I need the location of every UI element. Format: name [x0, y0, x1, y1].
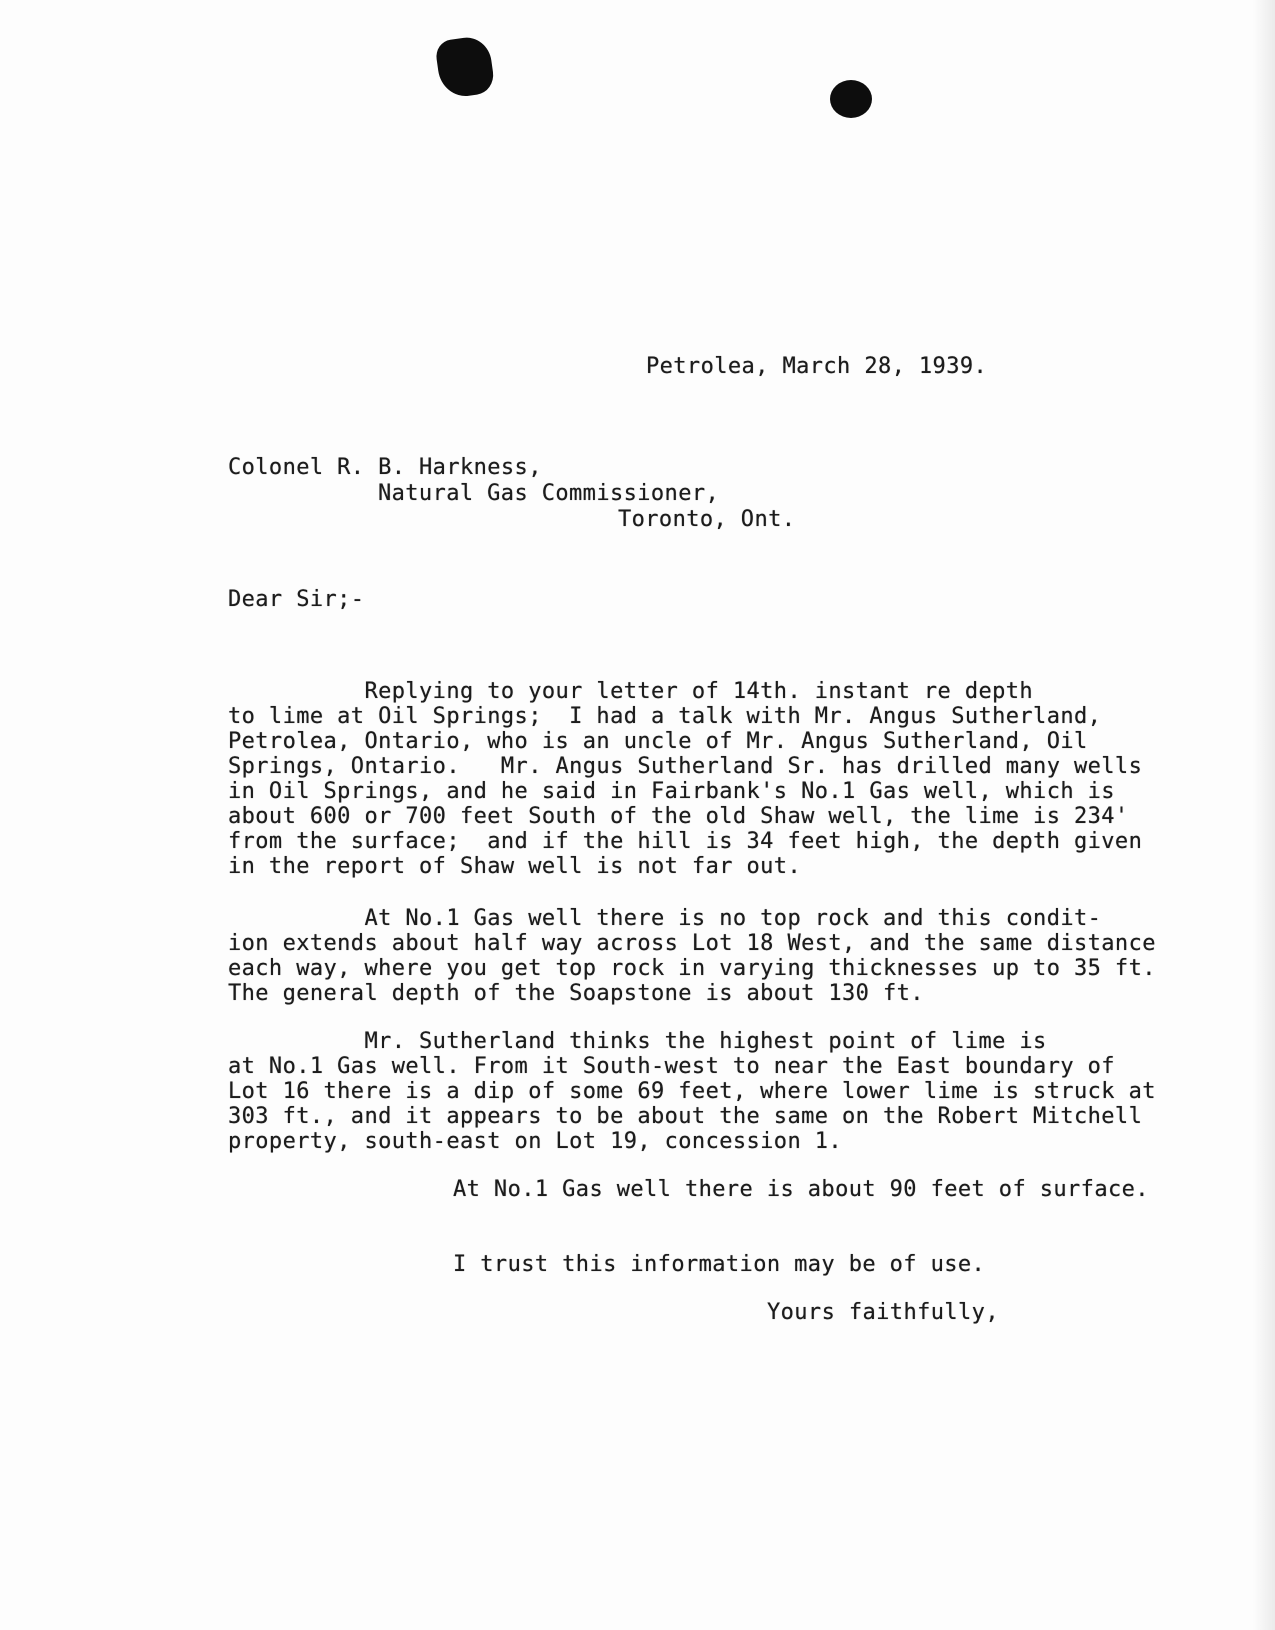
punch-hole-left [434, 35, 496, 100]
body-paragraph-2: At No.1 Gas well there is no top rock and this condit- ion extends about half way across Lot 18 West, and the same distance each way, where you get top rock in varying thicknesses up to 35 ft. The general depth of the Soapstone is about 130 ft. [228, 906, 1156, 1006]
body-paragraph-3: Mr. Sutherland thinks the highest point of lime is at No.1 Gas well. From it South-west to near the East boundary of Lot 16 there is a dip of some 69 feet, where lower lime is struck at 303 ft., and it appears to be about the same on the Robert Mitchell property, south-east on Lot 19, concession 1. [228, 1029, 1156, 1154]
body-paragraph-5: I trust this information may be of use. [453, 1252, 986, 1277]
salutation: Dear Sir;- [228, 587, 365, 612]
punch-hole-right [830, 80, 872, 118]
recipient-location: Toronto, Ont. [618, 507, 796, 532]
closing: Yours faithfully, [767, 1300, 999, 1325]
recipient-name: Colonel R. B. Harkness, [228, 455, 542, 480]
letter-date: Petrolea, March 28, 1939. [646, 354, 988, 379]
body-paragraph-4: At No.1 Gas well there is about 90 feet of surface. [453, 1177, 1149, 1202]
body-paragraph-1: Replying to your letter of 14th. instant re depth to lime at Oil Springs; I had a talk with Mr. Angus Sutherland, Petrolea, Ontario, who is an uncle of Mr. Angus Sutherland, Oil Springs, Ontario. Mr. Angus Sutherland Sr. has drilled many wells in Oil Springs, and he said in Fairbank's No.1 Gas well, which is about 600 or 700 feet South of the old Shaw well, the lime is 234' from the surface; and if the hill is 34 feet high, the depth given in the report of Shaw well is not far out. [228, 679, 1143, 879]
recipient-title: Natural Gas Commissioner, [378, 481, 720, 506]
page-edge-shadow [1253, 0, 1275, 1630]
